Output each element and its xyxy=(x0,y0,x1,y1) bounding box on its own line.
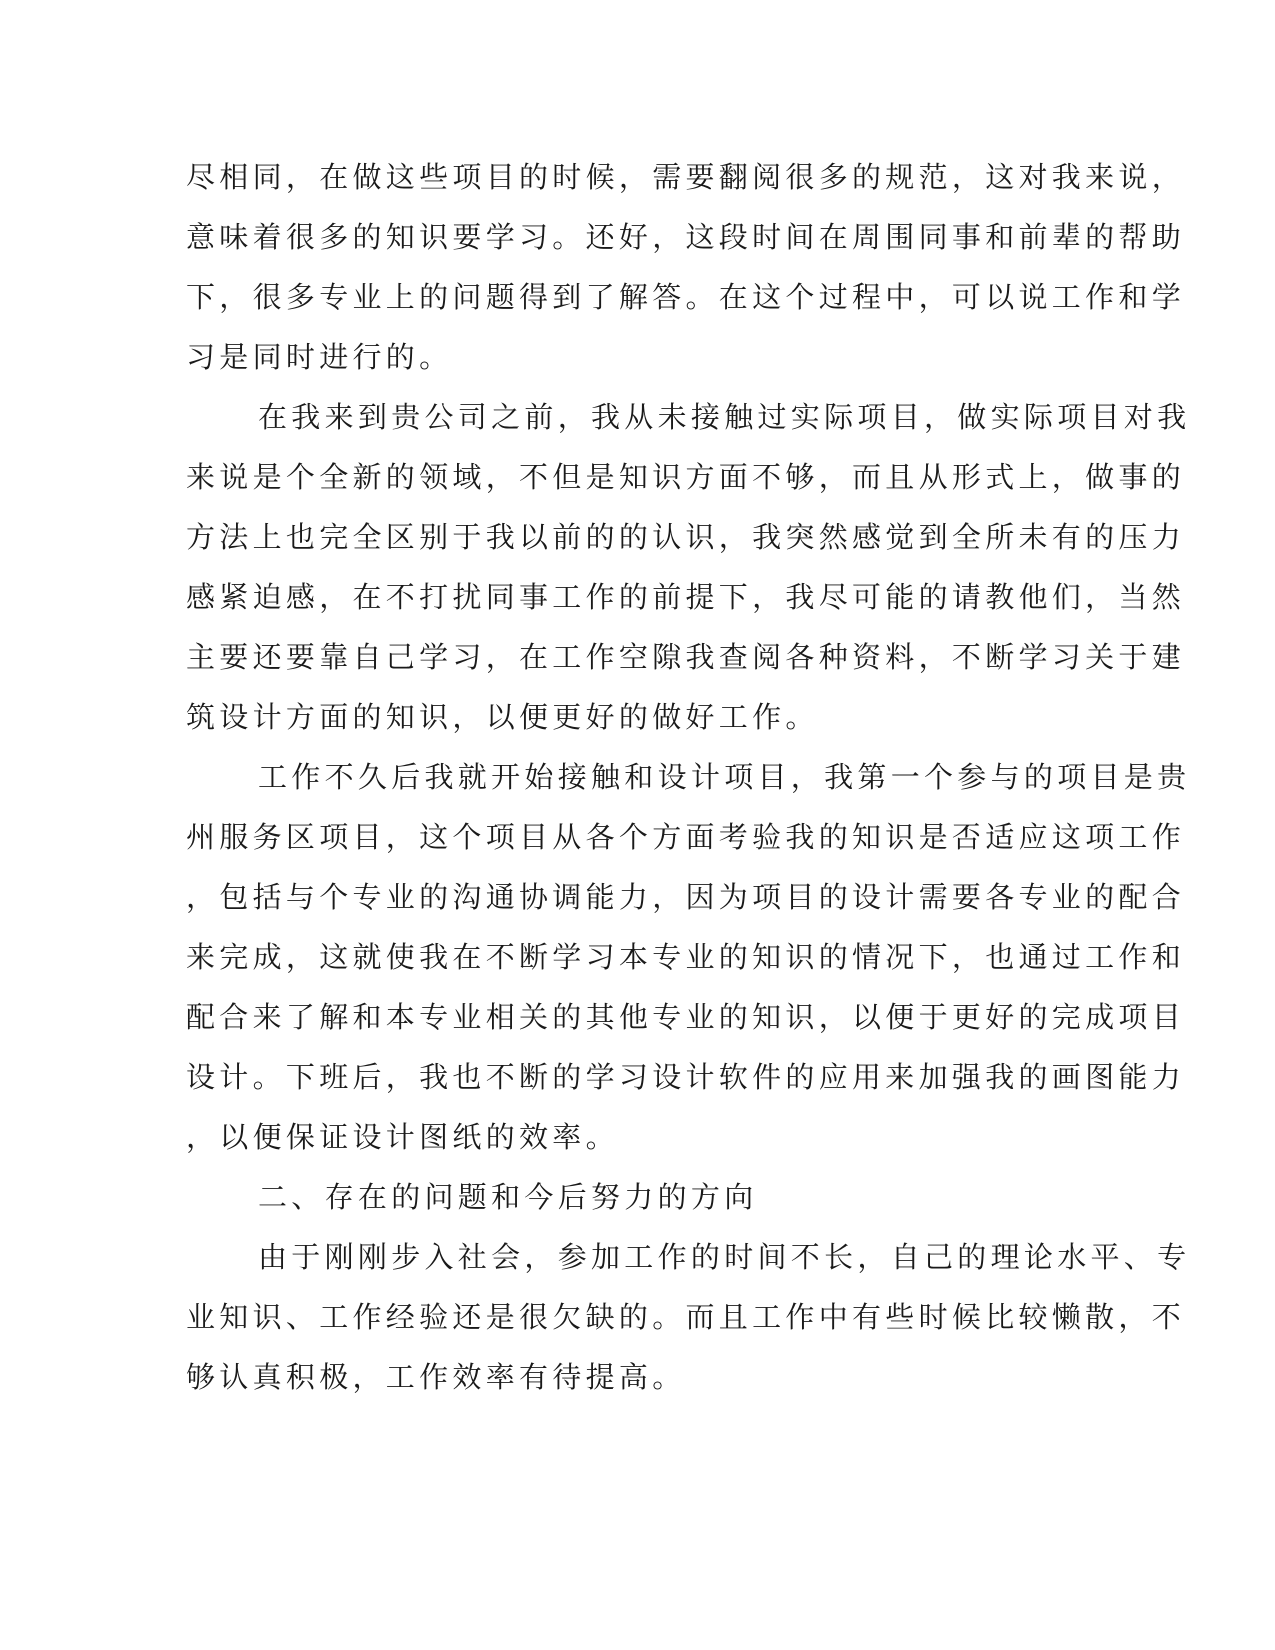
text-line: 配合来了解和本专业相关的其他专业的知识，以便于更好的完成项目 xyxy=(186,1000,1186,1034)
text-line: 尽相同，在做这些项目的时候，需要翻阅很多的规范，这对我来说， xyxy=(186,160,1186,194)
text-line: 够认真积极，工作效率有待提高。 xyxy=(186,1360,686,1394)
text-line: 设计。下班后，我也不断的学习设计软件的应用来加强我的画图能力 xyxy=(186,1060,1186,1094)
text-line: 在我来到贵公司之前，我从未接触过实际项目，做实际项目对我 xyxy=(258,400,1191,434)
text-line: 筑设计方面的知识，以便更好的做好工作。 xyxy=(186,700,819,734)
text-line: 主要还要靠自己学习，在工作空隙我查阅各种资料，不断学习关于建 xyxy=(186,640,1186,674)
text-line: 下，很多专业上的问题得到了解答。在这个过程中，可以说工作和学 xyxy=(186,280,1186,314)
text-line: 意味着很多的知识要学习。还好，这段时间在周围同事和前辈的帮助 xyxy=(186,220,1186,254)
text-line: 工作不久后我就开始接触和设计项目，我第一个参与的项目是贵 xyxy=(258,760,1191,794)
section-heading: 二、存在的问题和今后努力的方向 xyxy=(258,1180,758,1214)
text-line: 业知识、工作经验还是很欠缺的。而且工作中有些时候比较懒散，不 xyxy=(186,1300,1186,1334)
text-line: 感紧迫感，在不打扰同事工作的前提下，我尽可能的请教他们，当然 xyxy=(186,580,1186,614)
text-line: ，包括与个专业的沟通协调能力，因为项目的设计需要各专业的配合 xyxy=(186,880,1186,914)
text-line: 州服务区项目，这个项目从各个方面考验我的知识是否适应这项工作 xyxy=(186,820,1186,854)
text-line: 习是同时进行的。 xyxy=(186,340,453,374)
text-line: ，以便保证设计图纸的效率。 xyxy=(186,1120,619,1154)
text-line: 由于刚刚步入社会，参加工作的时间不长，自己的理论水平、专 xyxy=(258,1240,1191,1274)
text-line: 来完成，这就使我在不断学习本专业的知识的情况下，也通过工作和 xyxy=(186,940,1186,974)
text-line: 来说是个全新的领域，不但是知识方面不够，而且从形式上，做事的 xyxy=(186,460,1186,494)
text-line: 方法上也完全区别于我以前的的认识，我突然感觉到全所未有的压力 xyxy=(186,520,1186,554)
